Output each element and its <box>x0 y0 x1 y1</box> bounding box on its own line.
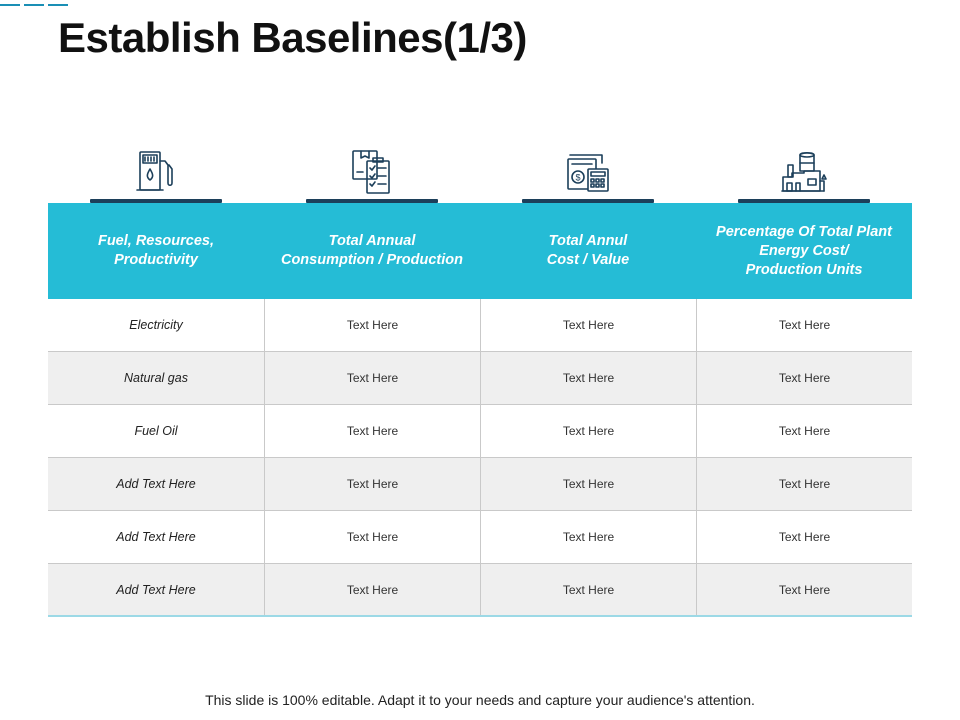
slide-footer-note: This slide is 100% editable. Adapt it to your needs and capture your audience's attention. <box>205 692 755 708</box>
table-row <box>48 511 912 564</box>
table-row <box>48 564 912 617</box>
fuel-pump-icon <box>134 149 178 195</box>
table-cell: Text Here <box>696 299 912 351</box>
table-cell: Text Here <box>696 352 912 404</box>
column-icons-row <box>48 145 912 203</box>
factory-plant-icon <box>780 149 828 195</box>
table-cell: Text Here <box>264 299 480 351</box>
header-fuel-resources: Fuel, Resources, Productivity <box>97 233 215 268</box>
slide-title: Establish Baselines(1/3) <box>58 14 527 61</box>
header-percentage-energy-cost: Percentage Of Total Plant Energy Cost/ Production Units <box>716 223 892 278</box>
table-cell: Text Here <box>264 352 480 404</box>
header-total-annual-consumption: Total Annual Consumption / Production <box>280 233 464 268</box>
table-cell: Text Here <box>696 458 912 510</box>
icon-column-2 <box>264 145 480 203</box>
row-label: Add Text Here <box>116 530 196 544</box>
row-label: Electricity <box>129 318 183 332</box>
table-cell: Text Here <box>480 511 696 563</box>
baseline-table <box>48 203 912 617</box>
table-cell: Text Here <box>480 405 696 457</box>
header-total-annual-cost: Total Annul Cost / Value <box>546 233 630 268</box>
svg-text:$: $ <box>575 172 581 183</box>
icon-column-1 <box>48 145 264 203</box>
icon-column-3 <box>480 145 696 203</box>
row-label: Add Text Here <box>116 582 196 597</box>
table-cell: Text Here <box>480 352 696 404</box>
clipboard-checklist-icon <box>349 149 395 195</box>
table-row <box>48 405 912 458</box>
row-label: Add Text Here <box>116 477 196 491</box>
table-row <box>48 352 912 405</box>
table-cell: Text Here <box>264 564 480 615</box>
table-cell: Text Here <box>480 458 696 510</box>
table-cell: Text Here <box>264 405 480 457</box>
table-cell: Text Here <box>480 299 696 351</box>
table-header-row <box>48 203 912 299</box>
row-label: Fuel Oil <box>134 424 178 438</box>
table-cell: Text Here <box>264 458 480 510</box>
table-cell: Text Here <box>696 405 912 457</box>
table-row <box>48 458 912 511</box>
table-row <box>48 299 912 352</box>
table-cell: Text Here <box>480 564 696 615</box>
table-cell: Text Here <box>264 511 480 563</box>
bill-calculator-icon <box>564 149 612 195</box>
icon-column-4 <box>696 145 912 203</box>
table-cell: Text Here <box>696 511 912 563</box>
table-cell: Text Here <box>696 564 912 615</box>
row-label: Natural gas <box>124 371 188 385</box>
